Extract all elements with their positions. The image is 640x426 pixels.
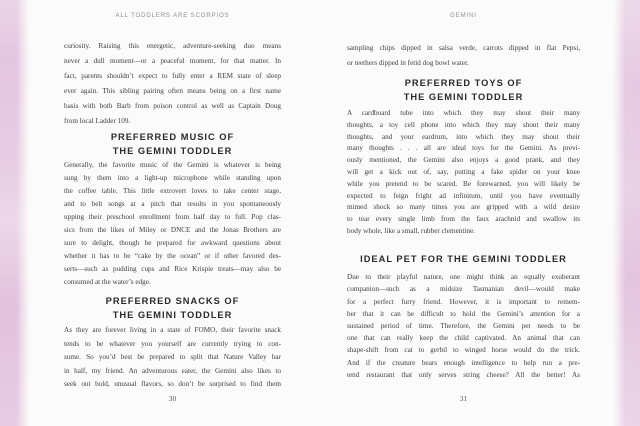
text-line: mimed shock so many times you are gripped with a wild desire [347,203,580,212]
text-line: whether it has to be “cake by the ocean” or if other favored des- [64,252,281,260]
text-line: seek out bold, unusual flavors, so don’t be surprised to find them [64,380,281,388]
text-line: sampling chips dipped in salsa verde, carrots dipped in flat Pepsi, [347,44,580,52]
text-line: Generally, the favorite music of the Gemini is whatever is being [64,161,281,169]
text-line: upping their preschool enrollment from half day to full. Pop clas- [64,213,281,221]
section-heading [64,295,281,322]
paragraph [347,108,580,238]
text-line: curiosity. Raising this energetic, adventure-seeking duo means [64,42,281,50]
right-page [347,0,580,426]
text-line: tend restaurant that only serves string cheese? All the better! As [347,370,580,379]
text-line: in half, my friend. An adventurous eater, the Gemini also likes to [64,366,281,375]
text-line: expected to feign fright ad infinitum, until you have eventually [347,191,580,200]
page-number-right: 31 [459,394,468,403]
section-heading [347,77,580,104]
paragraph [64,159,281,289]
text-line: fact, parents shouldn’t expect to fully enter a REM state of sleep [64,72,281,80]
paragraph [347,271,580,381]
section-heading-line: PREFERRED MUSIC OF [110,132,235,142]
section-heading [347,253,580,267]
text-line: and to belt songs at a pitch that results in you spontaneously [64,200,281,208]
right-page-content [347,41,580,381]
text-line: ever again. This sibling pairing often means being on a first name [64,87,281,95]
running-head-right: GEMINI [450,13,477,19]
text-line: serts—such as pudding cups and Rice Krispie treats—may also be [64,265,281,273]
text-line: while you pretend to be scared. Be forewarned, you will likely be [347,179,580,188]
text-line: sics from the likes of Miley or DNCE and the Jonas Brothers are [64,226,281,234]
text-line: shape-shift from cat to gerbil to winged horse would do the trick. [347,346,580,355]
paragraph [64,324,281,392]
text-line: will get a kick out of, say, putting a fake spider on your knee [347,167,580,176]
section-heading-line: THE GEMINI TODDLER [403,91,524,102]
text-line: sure to delight, though be prepared for awkward questions about [64,239,281,247]
text-line: or teethers dipped in fetid dog bowl water. [347,59,469,67]
left-page [64,0,281,426]
text-line: sung by them into a light-up microphone while standing upon [64,174,281,182]
text-line: consumed at the water’s edge. [64,278,151,286]
paragraph [64,39,281,129]
section-heading-line: IDEAL PET FOR THE GEMINI TODDLER [360,253,567,264]
text-line: the coffee table. This little extrovert loves to take center stage, [64,187,281,195]
text-line: companion—such as a midsize Tasmanian devil—would make [347,285,580,294]
text-line: many thoughts . . . all are ideal toys for the Gemini. As previ- [347,144,580,153]
text-line: ber that it can be difficult to hold the Gemini’s attention for a [347,309,580,318]
text-line: basis with both Barb from poison control as well as Captain Doug [64,102,281,110]
text-line: A cardboard tube into which they may shout their many [347,109,580,117]
page-number-left: 30 [168,394,177,403]
text-line: sustained period of time. Therefore, the Gemini pet needs to be [347,322,580,331]
text-line: never a dull moment—or a peaceful moment, for that matter. In [64,57,281,65]
left-page-content [64,39,281,392]
section-heading-line: PREFERRED TOYS OF [404,78,523,88]
text-line: for a perfect furry friend. However, it is important to remem- [347,297,580,306]
text-line: body whole, like a small, rubber clementine. [347,226,475,235]
text-line: from local Ladder 109. [64,117,131,125]
left-page-edge-decoration [0,0,30,426]
text-line: tends to be whatever you yourself are currently trying to con- [64,339,281,348]
text-line: sume. So you’d best be prepared to split that Nature Valley bar [64,353,281,361]
section-heading [64,131,281,158]
running-head-left: ALL TODDLERS ARE SCORPIOS [115,13,230,19]
text-line: As they are forever living in a state of FOMO, their favorite snack [64,326,281,334]
text-line: to tear every single limb from the faux arachnid and swallow its [347,215,580,224]
section-heading-line: PREFERRED SNACKS OF [105,296,240,306]
text-line: thoughts, a toy cell phone into which they may shout their many [347,120,580,129]
text-line: one that can really keep the child captivated. An animal that can [347,334,580,343]
text-line: Due to their playful nature, one might think an equally exuberant [347,273,580,282]
text-line: thoughts, and your eardrum, into which they may shout their [347,132,580,141]
text-line: And if the creature bears enough intelligence to help run a pre- [347,358,580,367]
text-line: ously mentioned, the Gemini also enjoys a good prank, and they [347,156,580,165]
right-page-edge-decoration [612,0,640,426]
section-heading-line: THE GEMINI TODDLER [112,309,233,320]
paragraph [347,41,580,71]
section-heading-line: THE GEMINI TODDLER [112,145,233,156]
